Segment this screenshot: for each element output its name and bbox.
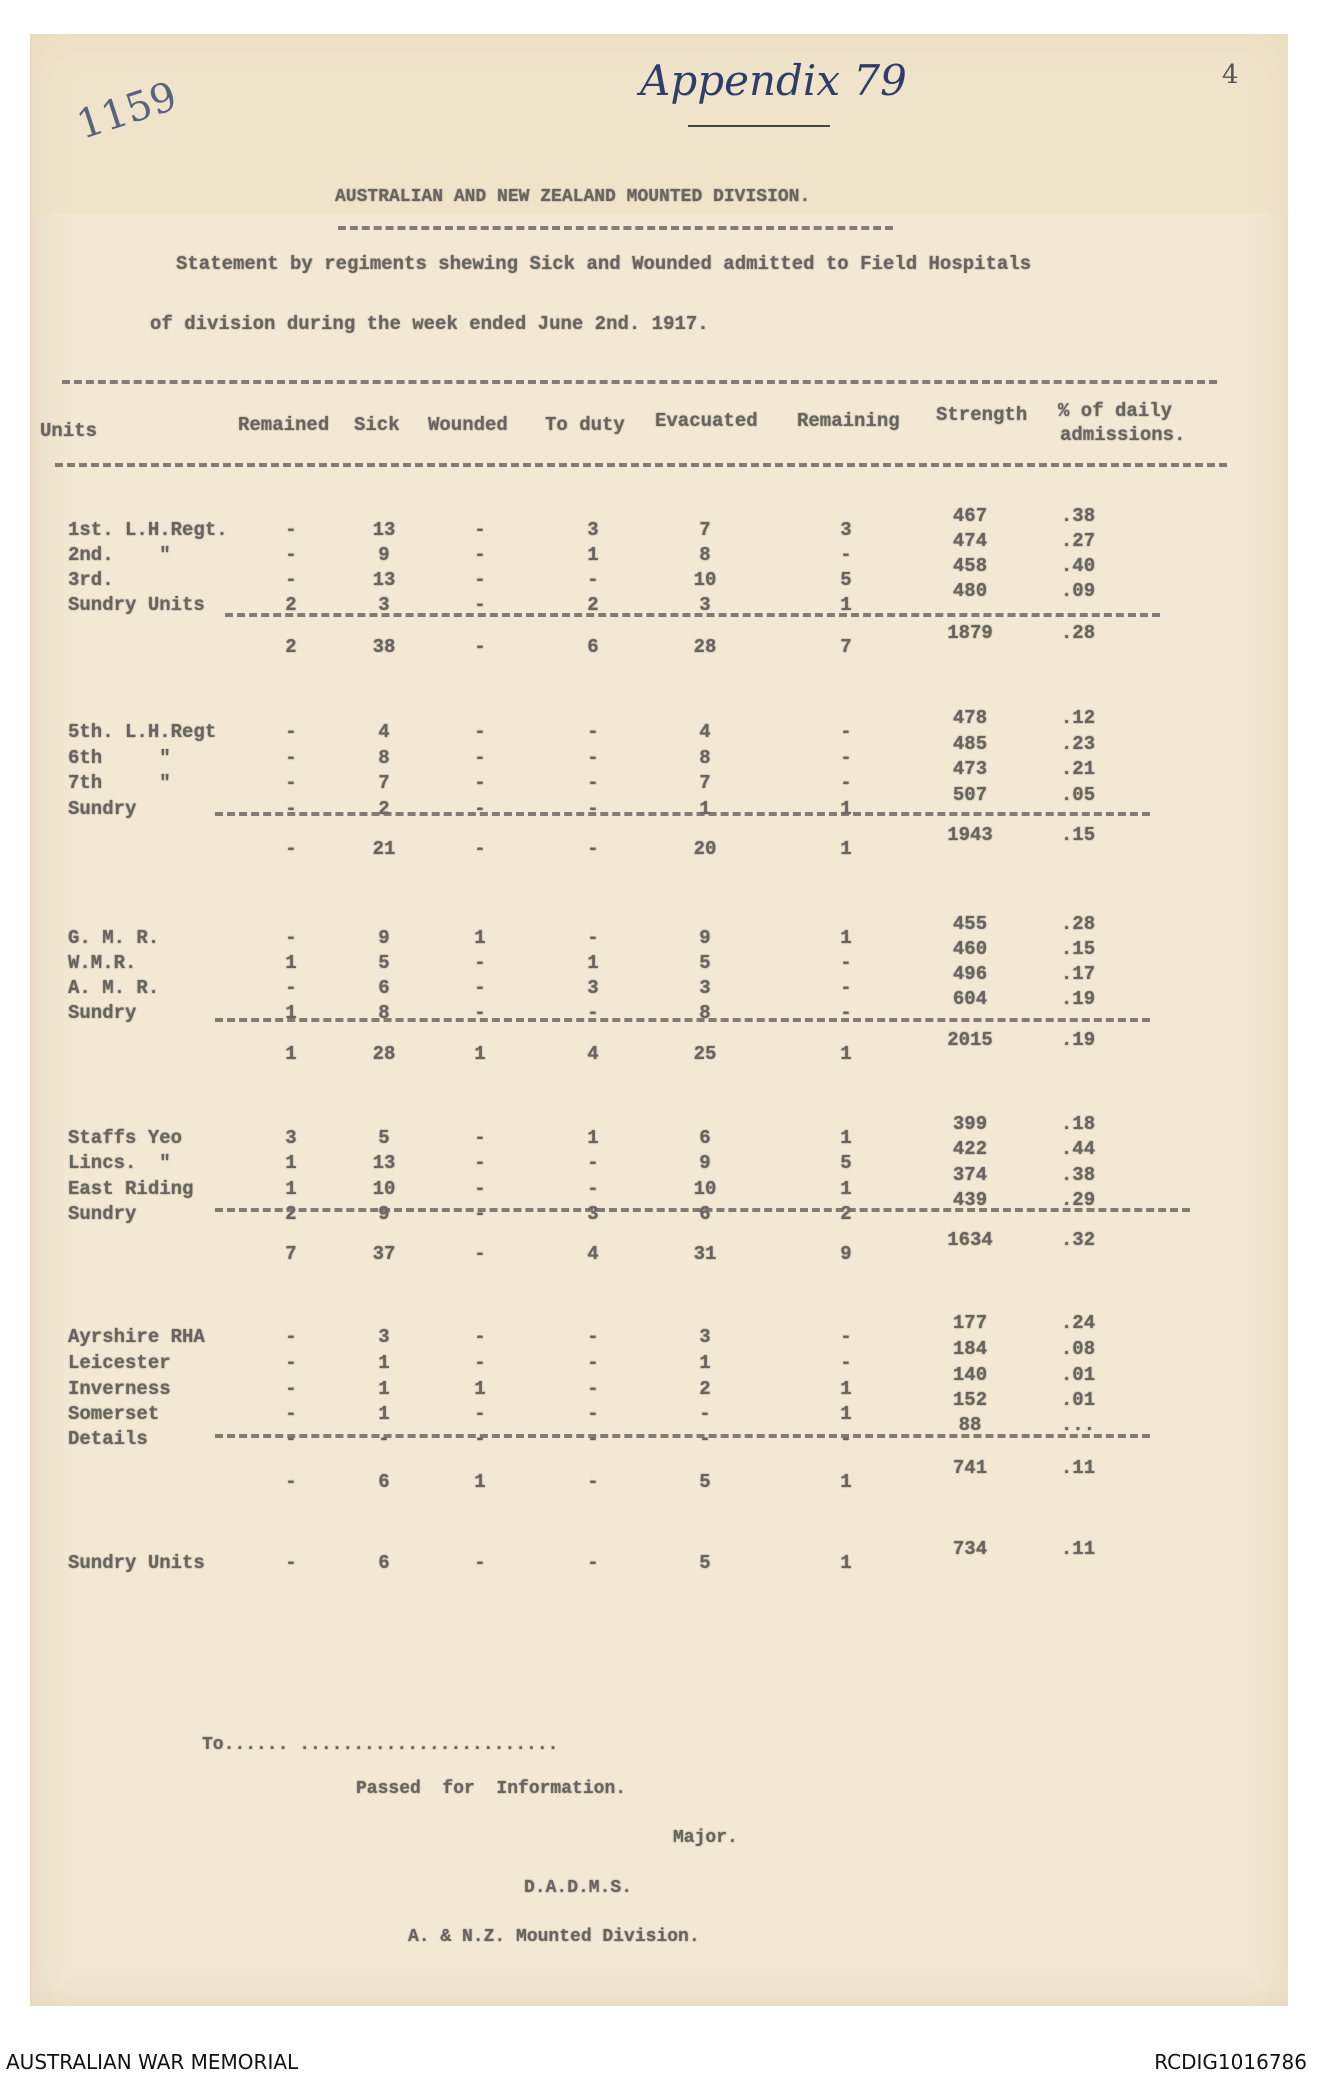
- cell-sick: 8: [378, 1002, 390, 1024]
- cell-pct-daily: .38: [1060, 1164, 1096, 1186]
- cell-remaining: 1: [840, 927, 852, 949]
- group-subtotal-rule: [215, 812, 1150, 816]
- unit-label: 5th. L.H.Regt: [68, 721, 217, 743]
- cell-sick: 6: [378, 977, 390, 999]
- cell-sick: 10: [372, 1178, 396, 1200]
- cell-remained: 3: [285, 1127, 297, 1149]
- cell-to-duty: -: [587, 569, 599, 591]
- col-evacuated: Evacuated: [655, 410, 758, 432]
- cell-pct-daily: .19: [1060, 1029, 1096, 1051]
- cell-evacuated: 3: [699, 977, 711, 999]
- cell-evacuated: 5: [699, 1552, 711, 1574]
- cell-strength: 399: [952, 1113, 988, 1135]
- cell-sick: 13: [372, 519, 396, 541]
- cell-evacuated: 31: [693, 1243, 717, 1265]
- cell-wounded: -: [474, 569, 486, 591]
- col-remaining: Remaining: [797, 410, 900, 432]
- cell-strength: 496: [952, 963, 988, 985]
- cell-wounded: 1: [474, 1471, 486, 1493]
- cell-to-duty: -: [587, 1428, 599, 1450]
- cell-remained: -: [285, 721, 297, 743]
- cell-pct-daily: .24: [1060, 1312, 1096, 1334]
- col-units: Units: [40, 420, 98, 442]
- cell-sick: 2: [378, 798, 390, 820]
- footer-passed: Passed for Information.: [356, 1779, 627, 1799]
- cell-evacuated: 20: [693, 838, 717, 860]
- cell-to-duty: -: [587, 838, 599, 860]
- cell-sick: 13: [372, 1152, 396, 1174]
- cell-remaining: -: [840, 1428, 852, 1450]
- cell-remaining: 1: [840, 1178, 852, 1200]
- cell-strength: 455: [952, 913, 988, 935]
- col-strength: Strength: [936, 404, 1028, 426]
- cell-remaining: -: [840, 977, 852, 999]
- cell-strength: 1879: [947, 622, 993, 644]
- cell-sick: -: [378, 1428, 390, 1450]
- cell-evacuated: 25: [693, 1043, 717, 1065]
- cell-to-duty: -: [587, 1352, 599, 1374]
- cell-remaining: 7: [840, 636, 852, 658]
- cell-evacuated: 2: [699, 1378, 711, 1400]
- cell-pct-daily: .01: [1060, 1364, 1096, 1386]
- unit-label: 2nd. ": [68, 544, 171, 566]
- unit-label: W.M.R.: [68, 952, 137, 974]
- cell-remained: -: [285, 977, 297, 999]
- cell-to-duty: -: [587, 1152, 599, 1174]
- cell-wounded: -: [474, 544, 486, 566]
- archive-reference: RCDIG1016786: [1154, 2050, 1307, 2074]
- cell-remaining: 2: [840, 1203, 852, 1225]
- cell-pct-daily: .28: [1060, 913, 1096, 935]
- cell-remained: 1: [285, 1178, 297, 1200]
- cell-to-duty: 1: [587, 544, 599, 566]
- group-subtotal-rule: [215, 1208, 1190, 1212]
- cell-pct-daily: .27: [1060, 530, 1096, 552]
- cell-remaining: -: [840, 747, 852, 769]
- cell-evacuated: -: [699, 1403, 711, 1425]
- cell-remained: 1: [285, 952, 297, 974]
- cell-evacuated: 28: [693, 636, 717, 658]
- cell-evacuated: 7: [699, 772, 711, 794]
- cell-pct-daily: .17: [1060, 963, 1096, 985]
- cell-remained: -: [285, 544, 297, 566]
- cell-pct-daily: .44: [1060, 1138, 1096, 1160]
- unit-label: Ayrshire RHA: [68, 1326, 205, 1348]
- unit-label: 7th ": [68, 772, 171, 794]
- cell-evacuated: 8: [699, 544, 711, 566]
- cell-pct-daily: .19: [1060, 988, 1096, 1010]
- unit-label: 6th ": [68, 747, 171, 769]
- cell-evacuated: 10: [693, 1178, 717, 1200]
- cell-evacuated: 5: [699, 952, 711, 974]
- group-subtotal-rule: [215, 1018, 1150, 1022]
- cell-to-duty: -: [587, 1378, 599, 1400]
- cell-to-duty: 3: [587, 977, 599, 999]
- cell-remaining: 1: [840, 798, 852, 820]
- cell-evacuated: 10: [693, 569, 717, 591]
- cell-evacuated: 9: [699, 927, 711, 949]
- cell-remained: -: [285, 1471, 297, 1493]
- cell-sick: 37: [372, 1243, 396, 1265]
- unit-label: Sundry: [68, 1002, 137, 1024]
- cell-wounded: -: [474, 1326, 486, 1348]
- col-pct-line2: admissions.: [1060, 424, 1186, 446]
- cell-sick: 8: [378, 747, 390, 769]
- cell-strength: 2015: [947, 1029, 993, 1051]
- cell-sick: 9: [378, 544, 390, 566]
- cell-to-duty: -: [587, 798, 599, 820]
- cell-wounded: -: [474, 594, 486, 616]
- cell-sick: 4: [378, 721, 390, 743]
- cell-wounded: -: [474, 1552, 486, 1574]
- cell-strength: 460: [952, 938, 988, 960]
- cell-sick: 6: [378, 1471, 390, 1493]
- cell-wounded: -: [474, 1152, 486, 1174]
- cell-remained: 1: [285, 1152, 297, 1174]
- cell-remained: 7: [285, 1243, 297, 1265]
- cell-wounded: 1: [474, 1378, 486, 1400]
- cell-sick: 6: [378, 1552, 390, 1574]
- cell-to-duty: -: [587, 1326, 599, 1348]
- cell-remaining: 1: [840, 1403, 852, 1425]
- cell-strength: 1943: [947, 824, 993, 846]
- cell-evacuated: 3: [699, 594, 711, 616]
- cell-wounded: -: [474, 721, 486, 743]
- cell-wounded: -: [474, 1127, 486, 1149]
- cell-pct-daily: .15: [1060, 824, 1096, 846]
- cell-to-duty: -: [587, 1178, 599, 1200]
- cell-pct-daily: .28: [1060, 622, 1096, 644]
- cell-sick: 21: [372, 838, 396, 860]
- unit-label: East Riding: [68, 1178, 194, 1200]
- document-title: AUSTRALIAN AND NEW ZEALAND MOUNTED DIVISION.: [335, 187, 811, 207]
- cell-strength: 152: [952, 1389, 988, 1411]
- cell-remained: 1: [285, 1002, 297, 1024]
- header-rule-bottom: [55, 463, 1227, 467]
- cell-evacuated: 7: [699, 519, 711, 541]
- cell-to-duty: -: [587, 1471, 599, 1493]
- cell-strength: 473: [952, 758, 988, 780]
- cell-sick: 13: [372, 569, 396, 591]
- col-pct-line1: % of daily: [1058, 400, 1173, 422]
- col-wounded: Wounded: [428, 414, 508, 436]
- col-sick: Sick: [354, 414, 400, 436]
- cell-sick: 1: [378, 1378, 390, 1400]
- cell-sick: 1: [378, 1352, 390, 1374]
- cell-evacuated: 6: [699, 1203, 711, 1225]
- cell-to-duty: -: [587, 747, 599, 769]
- cell-remained: -: [285, 569, 297, 591]
- unit-label: 3rd.: [68, 569, 114, 591]
- unit-label: 1st. L.H.Regt.: [68, 519, 228, 541]
- cell-sick: 3: [378, 1326, 390, 1348]
- footer-office: D.A.D.M.S.: [524, 1878, 633, 1898]
- cell-remaining: 1: [840, 1552, 852, 1574]
- cell-remained: -: [285, 1326, 297, 1348]
- cell-strength: 478: [952, 707, 988, 729]
- cell-evacuated: 8: [699, 1002, 711, 1024]
- cell-to-duty: 4: [587, 1243, 599, 1265]
- cell-wounded: -: [474, 1352, 486, 1374]
- cell-to-duty: -: [587, 1002, 599, 1024]
- cell-wounded: -: [474, 636, 486, 658]
- cell-pct-daily: .09: [1060, 580, 1096, 602]
- cell-to-duty: 4: [587, 1043, 599, 1065]
- cell-remained: -: [285, 838, 297, 860]
- unit-label: Staffs Yeo: [68, 1127, 183, 1149]
- cell-remaining: 5: [840, 1152, 852, 1174]
- cell-remaining: -: [840, 721, 852, 743]
- cell-remained: -: [285, 1403, 297, 1425]
- cell-sick: 9: [378, 927, 390, 949]
- cell-strength: 1634: [947, 1229, 993, 1251]
- cell-evacuated: 3: [699, 1326, 711, 1348]
- cell-evacuated: 6: [699, 1127, 711, 1149]
- cell-pct-daily: .11: [1060, 1538, 1096, 1560]
- cell-pct-daily: .01: [1060, 1389, 1096, 1411]
- unit-label: Sundry Units: [68, 1552, 205, 1574]
- cell-pct-daily: .23: [1060, 733, 1096, 755]
- cell-remaining: -: [840, 952, 852, 974]
- cell-evacuated: 1: [699, 798, 711, 820]
- cell-wounded: -: [474, 1428, 486, 1450]
- cell-to-duty: 1: [587, 1127, 599, 1149]
- cell-strength: 485: [952, 733, 988, 755]
- cell-strength: 604: [952, 988, 988, 1010]
- appendix-underline: [688, 125, 830, 127]
- cell-sick: 28: [372, 1043, 396, 1065]
- folio-number: 1159: [71, 73, 183, 149]
- col-to-duty: To duty: [545, 414, 625, 436]
- cell-evacuated: -: [699, 1428, 711, 1450]
- cell-wounded: -: [474, 798, 486, 820]
- cell-remaining: -: [840, 1326, 852, 1348]
- cell-remained: -: [285, 1378, 297, 1400]
- cell-to-duty: -: [587, 721, 599, 743]
- cell-strength: 422: [952, 1138, 988, 1160]
- unit-label: Sundry Units: [68, 594, 205, 616]
- cell-remained: -: [285, 519, 297, 541]
- cell-pct-daily: .32: [1060, 1229, 1096, 1251]
- cell-pct-daily: .29: [1060, 1189, 1096, 1211]
- cell-remained: 2: [285, 636, 297, 658]
- unit-label: Lincs. ": [68, 1152, 171, 1174]
- cell-strength: 474: [952, 530, 988, 552]
- cell-pct-daily: .12: [1060, 707, 1096, 729]
- cell-strength: 741: [952, 1457, 988, 1479]
- cell-strength: 374: [952, 1164, 988, 1186]
- cell-sick: 9: [378, 1203, 390, 1225]
- cell-to-duty: -: [587, 927, 599, 949]
- cell-pct-daily: .38: [1060, 505, 1096, 527]
- unit-label: Inverness: [68, 1378, 171, 1400]
- cell-strength: 439: [952, 1189, 988, 1211]
- cell-strength: 458: [952, 555, 988, 577]
- cell-to-duty: -: [587, 772, 599, 794]
- cell-remained: -: [285, 927, 297, 949]
- cell-remained: -: [285, 772, 297, 794]
- col-remained: Remained: [238, 414, 330, 436]
- group-subtotal-rule: [225, 613, 1160, 617]
- cell-remained: -: [285, 1428, 297, 1450]
- unit-label: Sundry: [68, 1203, 137, 1225]
- cell-remained: -: [285, 798, 297, 820]
- cell-wounded: -: [474, 1243, 486, 1265]
- unit-label: Somerset: [68, 1403, 160, 1425]
- cell-strength: 177: [952, 1312, 988, 1334]
- unit-label: Details: [68, 1428, 148, 1450]
- cell-remaining: 5: [840, 569, 852, 591]
- appendix-annotation: Appendix 79: [640, 56, 907, 105]
- unit-label: A. M. R.: [68, 977, 160, 999]
- cell-remained: 2: [285, 1203, 297, 1225]
- cell-wounded: -: [474, 1178, 486, 1200]
- cell-to-duty: -: [587, 1552, 599, 1574]
- cell-strength: 467: [952, 505, 988, 527]
- cell-wounded: -: [474, 772, 486, 794]
- cell-wounded: -: [474, 952, 486, 974]
- statement-line-1: Statement by regiments shewing Sick and Wounded admitted to Field Hospitals: [176, 253, 1032, 275]
- cell-wounded: 1: [474, 927, 486, 949]
- cell-wounded: -: [474, 1002, 486, 1024]
- footer-rank: Major.: [673, 1828, 738, 1848]
- page-number: 4: [1222, 60, 1239, 90]
- cell-remained: -: [285, 747, 297, 769]
- cell-wounded: 1: [474, 1043, 486, 1065]
- cell-pct-daily: .15: [1060, 938, 1096, 960]
- cell-remaining: 1: [840, 1471, 852, 1493]
- header-rule-top: [62, 380, 1217, 384]
- cell-sick: 38: [372, 636, 396, 658]
- cell-remained: 2: [285, 594, 297, 616]
- cell-strength: 88: [958, 1414, 982, 1436]
- cell-remaining: 1: [840, 1127, 852, 1149]
- cell-to-duty: 2: [587, 594, 599, 616]
- cell-pct-daily: .11: [1060, 1457, 1096, 1479]
- cell-evacuated: 1: [699, 1352, 711, 1374]
- cell-remained: 1: [285, 1043, 297, 1065]
- cell-remaining: -: [840, 1002, 852, 1024]
- cell-pct-daily: .21: [1060, 758, 1096, 780]
- cell-evacuated: 4: [699, 721, 711, 743]
- cell-wounded: -: [474, 977, 486, 999]
- cell-remaining: -: [840, 544, 852, 566]
- cell-sick: 3: [378, 594, 390, 616]
- cell-pct-daily: .18: [1060, 1113, 1096, 1135]
- archive-credit: AUSTRALIAN WAR MEMORIAL: [6, 2050, 299, 2074]
- unit-label: Leicester: [68, 1352, 171, 1374]
- cell-sick: 5: [378, 1127, 390, 1149]
- cell-pct-daily: .08: [1060, 1338, 1096, 1360]
- cell-remaining: 1: [840, 838, 852, 860]
- cell-sick: 5: [378, 952, 390, 974]
- footer-to-line: To...... ........................: [202, 1735, 559, 1755]
- cell-pct-daily: ...: [1060, 1414, 1096, 1436]
- cell-strength: 184: [952, 1338, 988, 1360]
- cell-wounded: -: [474, 838, 486, 860]
- cell-strength: 140: [952, 1364, 988, 1386]
- footer-division: A. & N.Z. Mounted Division.: [408, 1927, 700, 1947]
- group-subtotal-rule: [215, 1434, 1150, 1438]
- cell-to-duty: 1: [587, 952, 599, 974]
- title-underline: [338, 226, 893, 230]
- cell-remaining: 3: [840, 519, 852, 541]
- cell-remained: -: [285, 1552, 297, 1574]
- cell-wounded: -: [474, 1403, 486, 1425]
- cell-remaining: 1: [840, 594, 852, 616]
- cell-to-duty: 3: [587, 519, 599, 541]
- cell-remaining: -: [840, 772, 852, 794]
- cell-pct-daily: .40: [1060, 555, 1096, 577]
- cell-strength: 480: [952, 580, 988, 602]
- cell-to-duty: -: [587, 1403, 599, 1425]
- cell-remaining: 1: [840, 1378, 852, 1400]
- unit-label: G. M. R.: [68, 927, 160, 949]
- cell-evacuated: 8: [699, 747, 711, 769]
- cell-pct-daily: .05: [1060, 784, 1096, 806]
- cell-remaining: -: [840, 1352, 852, 1374]
- cell-strength: 507: [952, 784, 988, 806]
- cell-remaining: 9: [840, 1243, 852, 1265]
- statement-line-2: of division during the week ended June 2nd. 1917.: [150, 313, 709, 335]
- cell-to-duty: 3: [587, 1203, 599, 1225]
- cell-to-duty: 6: [587, 636, 599, 658]
- cell-wounded: -: [474, 747, 486, 769]
- unit-label: Sundry: [68, 798, 137, 820]
- cell-sick: 1: [378, 1403, 390, 1425]
- cell-sick: 7: [378, 772, 390, 794]
- cell-evacuated: 9: [699, 1152, 711, 1174]
- cell-remained: -: [285, 1352, 297, 1374]
- cell-evacuated: 5: [699, 1471, 711, 1493]
- cell-remaining: 1: [840, 1043, 852, 1065]
- cell-wounded: -: [474, 519, 486, 541]
- cell-strength: 734: [952, 1538, 988, 1560]
- cell-wounded: -: [474, 1203, 486, 1225]
